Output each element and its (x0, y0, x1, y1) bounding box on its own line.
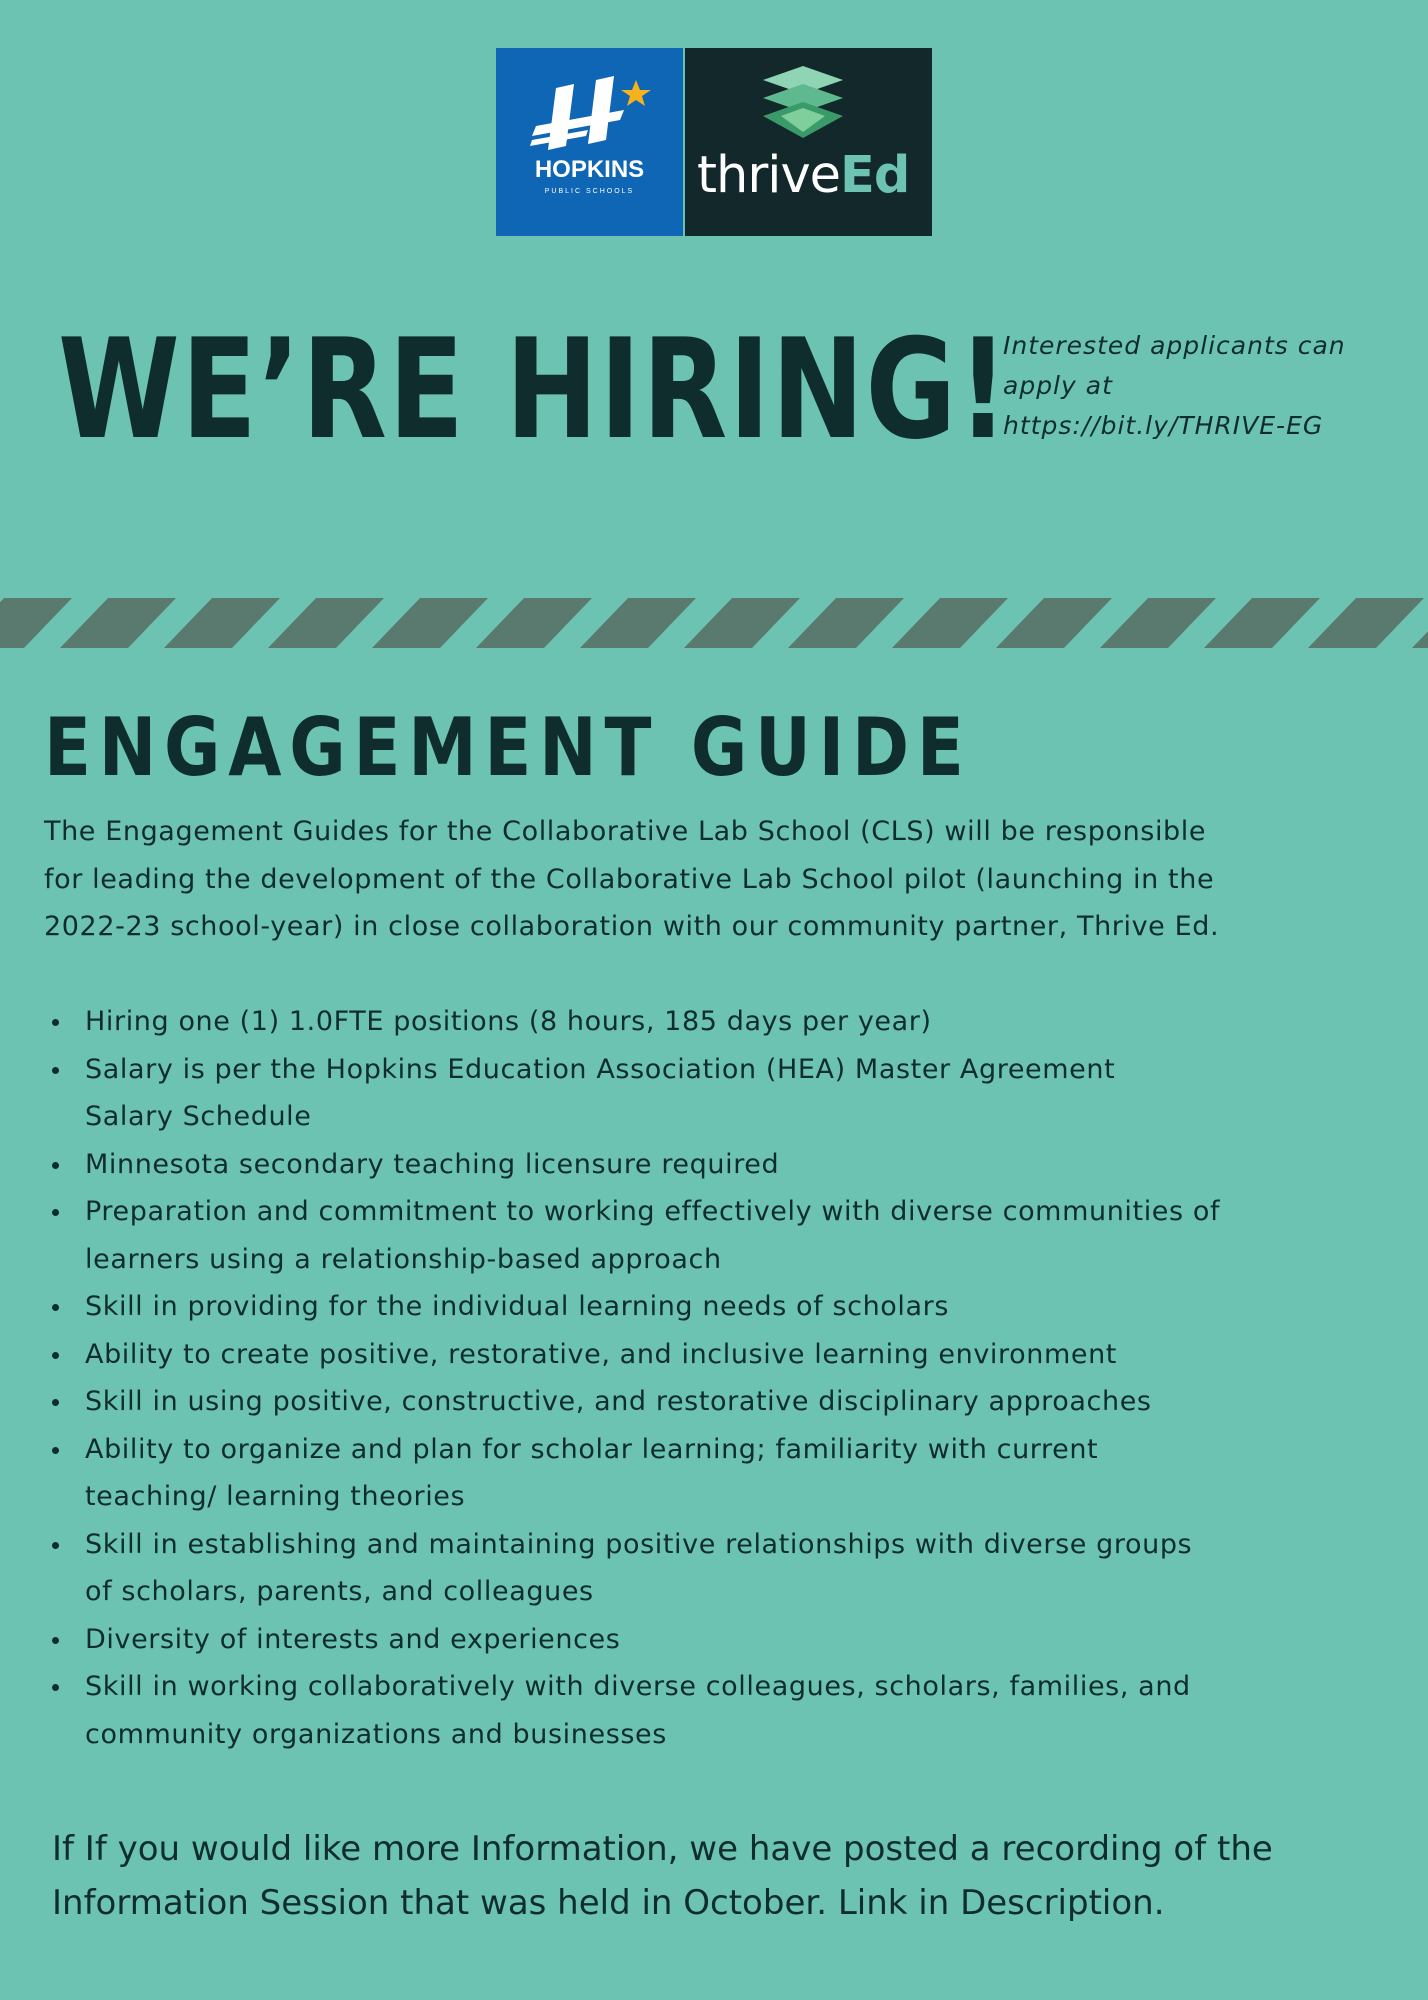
stripe-segment (1308, 598, 1424, 648)
stripe-segment (996, 598, 1112, 648)
list-item-line: Preparation and commitment to working effectively with diverse communities of (85, 1196, 1221, 1227)
stripe-segment (268, 598, 384, 648)
list-item (44, 1188, 1404, 1283)
list-item-line: Skill in using positive, constructive, and restorative disciplinary approaches (85, 1386, 1152, 1417)
stripe-segment (580, 598, 696, 648)
list-item-line: Salary Schedule (85, 1101, 312, 1132)
thrive-word: thrive (697, 146, 841, 205)
stripe-segment (788, 598, 904, 648)
stripe-segment (1204, 598, 1320, 648)
list-item (44, 1663, 1404, 1758)
requirements-list (44, 998, 1404, 1758)
list-item (44, 1378, 1404, 1426)
list-item (44, 998, 1404, 1046)
list-item (44, 1283, 1404, 1331)
apply-link[interactable]: https://bit.ly/THRIVE-EG (1003, 411, 1324, 440)
section-title: ENGAGEMENT GUIDE (44, 701, 972, 794)
footer-note (52, 1822, 1412, 1930)
list-item-line: of scholars, parents, and colleagues (85, 1576, 594, 1607)
stripe-segment (476, 598, 592, 648)
list-item-line: teaching/ learning theories (85, 1481, 466, 1512)
list-item (44, 1046, 1404, 1141)
stripe-segment (372, 598, 488, 648)
stripe-segment (1100, 598, 1216, 648)
list-item (44, 1331, 1404, 1379)
hopkins-h-star-icon (496, 48, 683, 236)
list-item-line: Skill in working collaboratively with diverse colleagues, scholars, families, and (85, 1671, 1191, 1702)
list-item (44, 1141, 1404, 1189)
list-item-line: Ability to organize and plan for scholar learning; familiarity with current (85, 1433, 1099, 1465)
list-item (44, 1426, 1404, 1521)
list-item (44, 1616, 1404, 1664)
stripe-segment (60, 598, 176, 648)
partner-logos (496, 48, 932, 236)
stripe-segment (892, 598, 1008, 648)
ed-word: Ed (840, 146, 910, 205)
list-item-line: Diversity of interests and experiences (85, 1623, 621, 1655)
hiring-title: WE’RE HIRING! (58, 309, 1010, 470)
intro-line: The Engagement Guides for the Collaborative Lab School (CLS) will be responsible (44, 816, 1207, 847)
list-item-line: learners using a relationship-based approach (85, 1243, 722, 1275)
apply-line: Interested applicants can (1003, 331, 1346, 360)
hopkins-logo (496, 48, 683, 236)
apply-note (1003, 326, 1403, 446)
thrive-ed-wordmark (697, 146, 909, 205)
list-item-line: Minnesota secondary teaching licensure required (85, 1148, 780, 1180)
list-item-line: Skill in establishing and maintaining positive relationships with diverse groups (85, 1528, 1193, 1560)
footer-line: Information Session that was held in October. Link in Description. (52, 1883, 1165, 1923)
list-item-line: Salary is per the Hopkins Education Association (HEA) Master Agreement (85, 1053, 1116, 1085)
list-item-line: Ability to create positive, restorative, and inclusive learning environment (85, 1338, 1117, 1370)
stripe-divider (0, 598, 1428, 648)
intro-line: for leading the development of the Collaborative Lab School pilot (launching in the (44, 863, 1215, 895)
stripe-segment (0, 598, 72, 648)
stripe-segment (164, 598, 280, 648)
list-item-line: Hiring one (1) 1.0FTE positions (8 hours, 185 days per year) (85, 1006, 932, 1037)
intro-paragraph (44, 808, 1414, 951)
thrive-ed-logo (685, 48, 932, 236)
hopkins-subtitle: PUBLIC SCHOOLS (544, 188, 635, 195)
stripe-segment (684, 598, 800, 648)
list-item (44, 1521, 1404, 1616)
layers-icon (685, 48, 932, 236)
footer-line: If If you would like more Information, we have posted a recording of the (52, 1829, 1273, 1869)
hopkins-name: HOPKINS (534, 156, 645, 183)
intro-line: 2022-23 school-year) in close collaboration with our community partner, Thrive Ed. (44, 911, 1220, 942)
list-item-line: community organizations and businesses (85, 1718, 667, 1750)
apply-line: apply at (1003, 371, 1113, 400)
list-item-line: Skill in providing for the individual learning needs of scholars (85, 1291, 950, 1322)
